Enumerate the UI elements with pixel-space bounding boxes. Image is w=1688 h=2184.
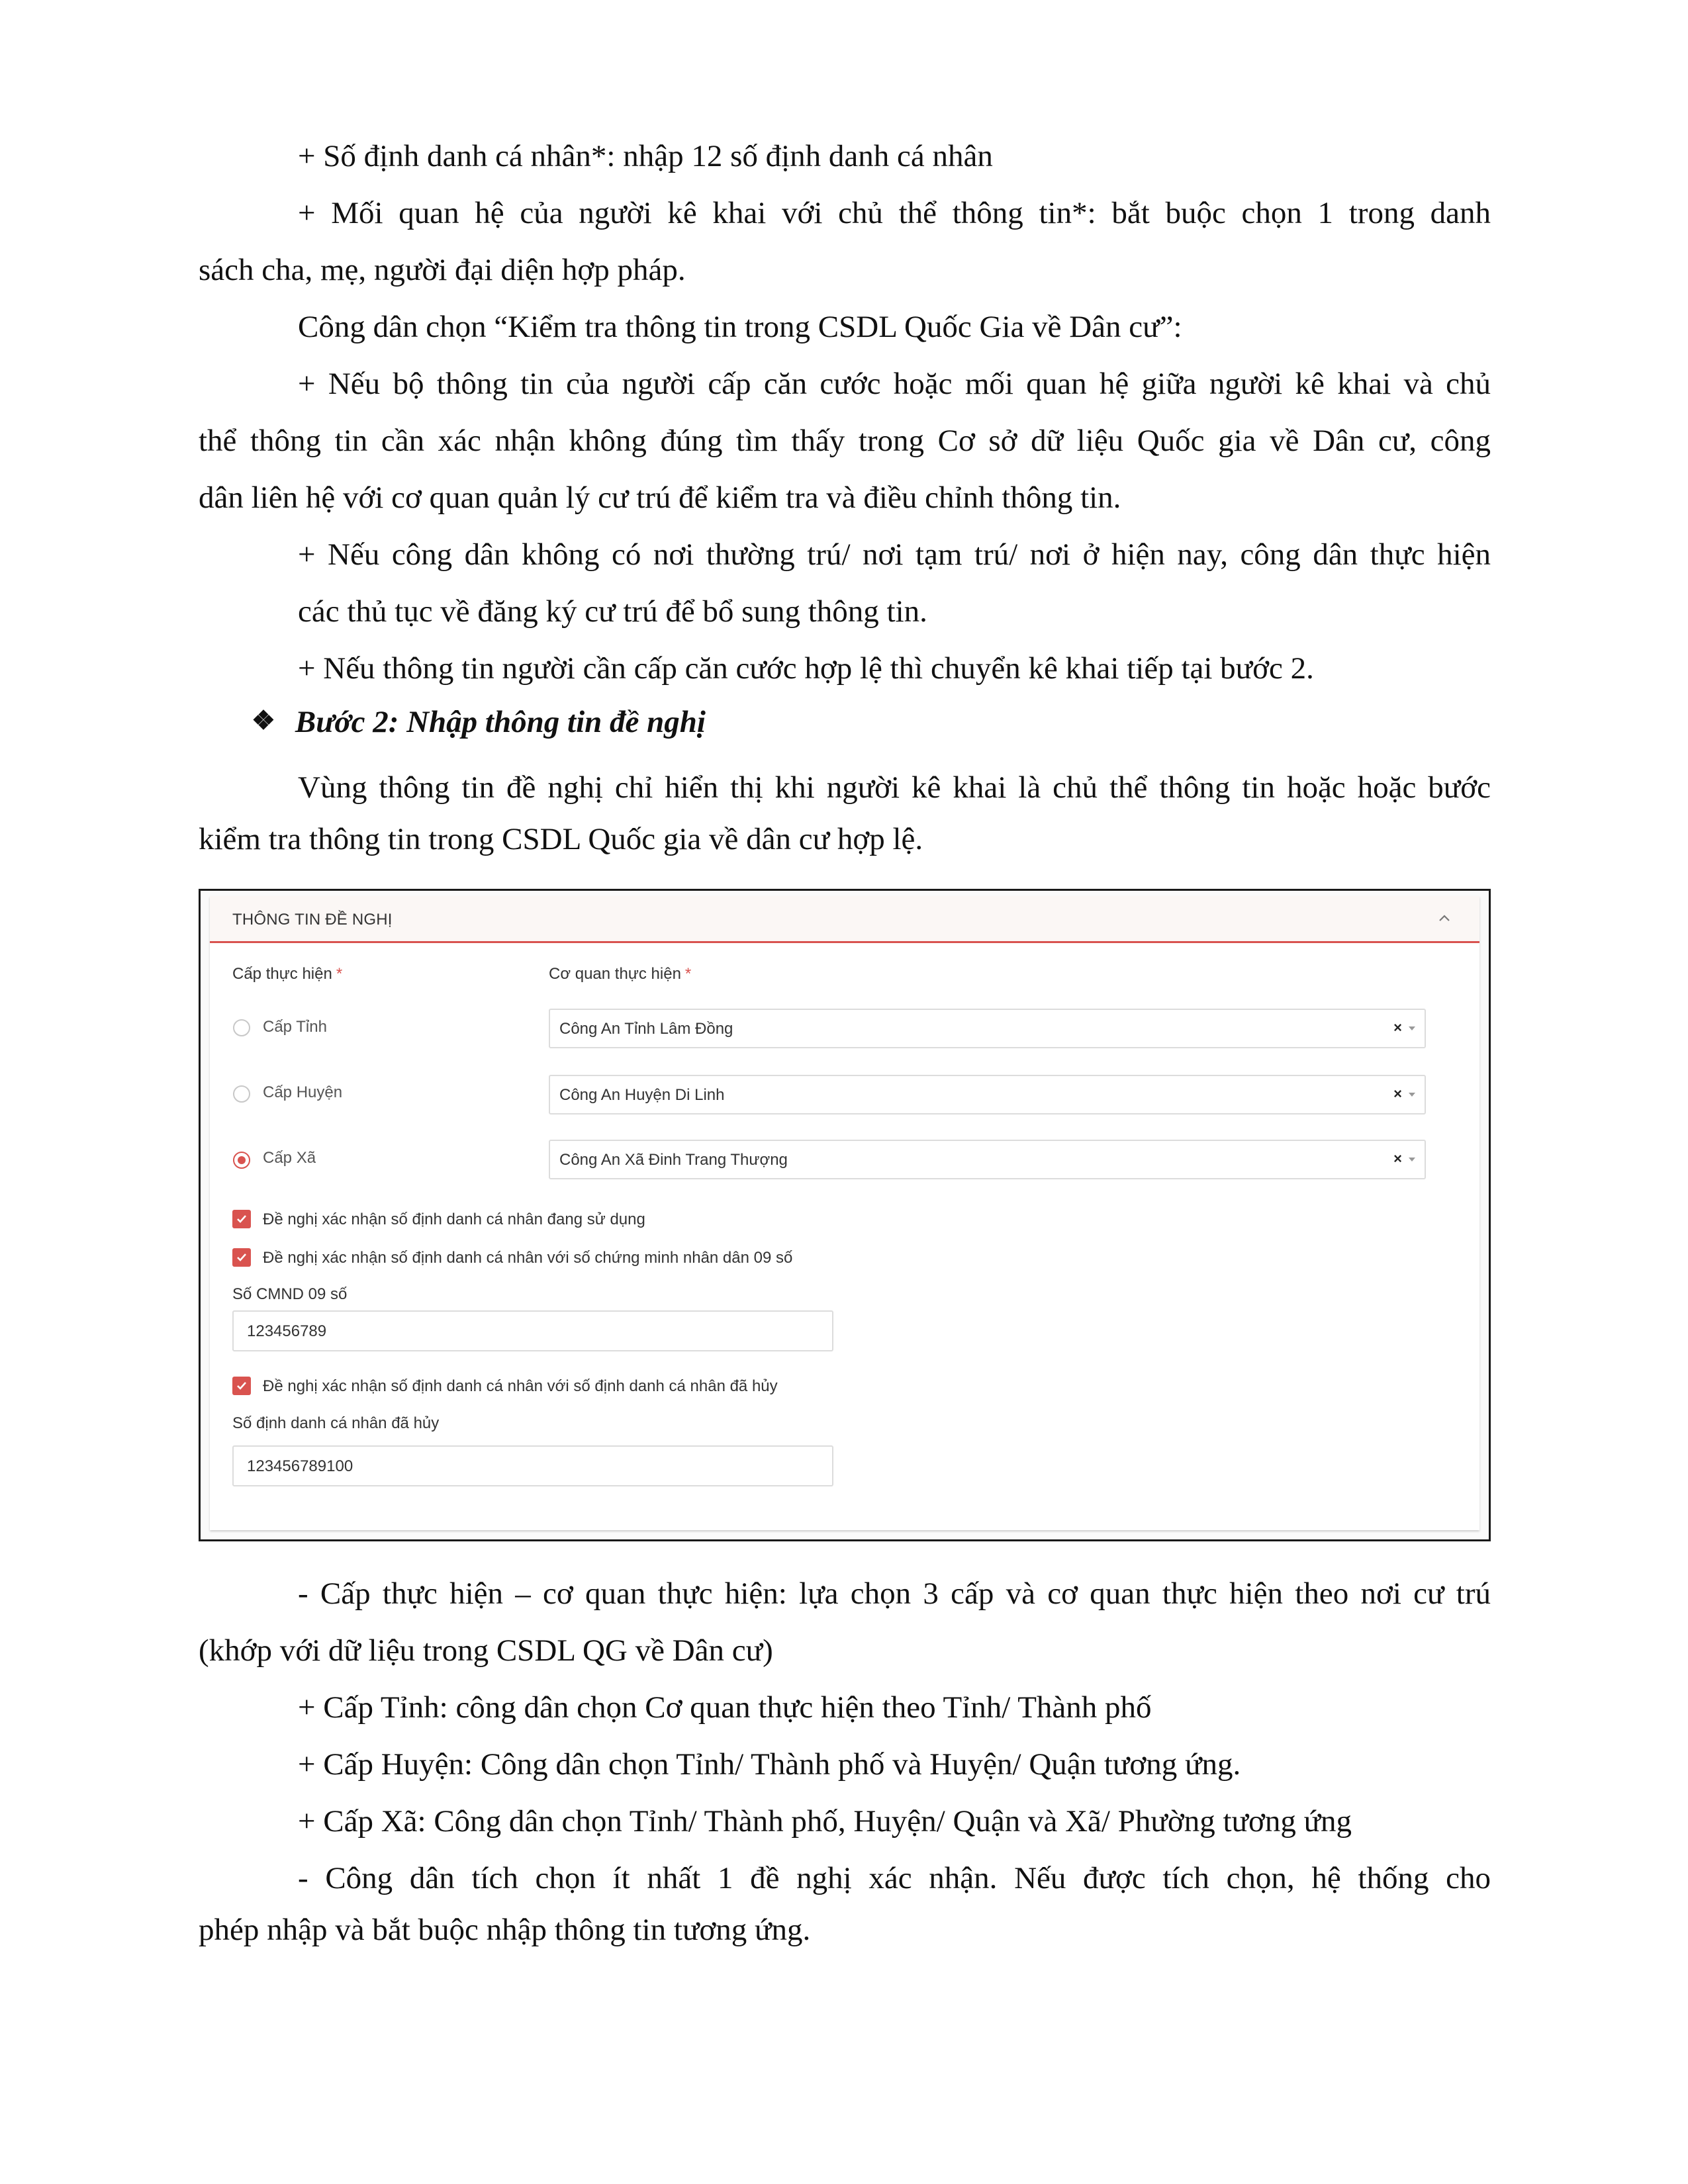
step-title: Bước 2: Nhập thông tin đề nghị bbox=[295, 705, 706, 739]
agency-select-xa[interactable] bbox=[549, 1140, 1426, 1179]
clear-icon[interactable]: × bbox=[1393, 1085, 1402, 1102]
radio-label-cap-xa: Cấp Xã bbox=[263, 1149, 316, 1167]
required-mark: * bbox=[336, 965, 343, 983]
doc-line: + Nếu bộ thông tin của người cấp căn cước hoặc mối quan hệ giữa người kê khai và chủ bbox=[298, 367, 1491, 401]
section-title: THÔNG TIN ĐỀ NGHỊ bbox=[232, 911, 393, 929]
input-value: 123456789100 bbox=[247, 1457, 353, 1475]
level-label bbox=[232, 965, 342, 983]
cancelled-id-input[interactable] bbox=[232, 1445, 833, 1486]
caret-down-icon[interactable] bbox=[1409, 1093, 1415, 1097]
radio-cap-huyen[interactable] bbox=[233, 1085, 250, 1103]
diamond-bullet-icon: ❖ bbox=[252, 705, 275, 735]
clear-icon[interactable]: × bbox=[1393, 1019, 1402, 1036]
agency-label-text: Cơ quan thực hiện bbox=[549, 965, 681, 983]
doc-line: + Số định danh cá nhân*: nhập 12 số định danh cá nhân bbox=[298, 139, 993, 173]
checkmark-icon bbox=[235, 1212, 248, 1226]
doc-line: Vùng thông tin đề nghị chỉ hiển thị khi người kê khai là chủ thể thông tin hoặc hoặc bước bbox=[298, 770, 1491, 805]
doc-line: + Mối quan hệ của người kê khai với chủ thể thông tin*: bắt buộc chọn 1 trong danh bbox=[298, 196, 1491, 230]
caret-down-icon[interactable] bbox=[1409, 1026, 1415, 1030]
checkbox-id-with-cmnd[interactable] bbox=[232, 1248, 251, 1267]
radio-cap-tinh[interactable] bbox=[233, 1019, 250, 1036]
doc-line: + Cấp Huyện: Công dân chọn Tỉnh/ Thành phố và Huyện/ Quận tương ứng. bbox=[298, 1747, 1241, 1782]
doc-line: (khớp với dữ liệu trong CSDL QG về Dân cư) bbox=[199, 1633, 773, 1668]
clear-icon[interactable]: × bbox=[1393, 1150, 1402, 1167]
select-value: Công An Xã Đinh Trang Thượng bbox=[559, 1151, 788, 1169]
panel-header[interactable] bbox=[210, 896, 1479, 943]
agency-label bbox=[549, 965, 691, 983]
level-label-text: Cấp thực hiện bbox=[232, 965, 332, 983]
doc-line: + Cấp Tỉnh: công dân chọn Cơ quan thực hiện theo Tỉnh/ Thành phố bbox=[298, 1690, 1152, 1725]
doc-line: dân liên hệ với cơ quan quản lý cư trú để kiểm tra và điều chỉnh thông tin. bbox=[199, 480, 1121, 515]
form-screenshot bbox=[199, 889, 1491, 1541]
radio-cap-xa[interactable] bbox=[233, 1152, 250, 1169]
checkbox-current-id[interactable] bbox=[232, 1210, 251, 1228]
step-heading bbox=[252, 704, 706, 740]
checkbox-cancelled-id[interactable] bbox=[232, 1377, 251, 1395]
doc-line: + Cấp Xã: Công dân chọn Tỉnh/ Thành phố, Huyện/ Quận và Xã/ Phường tương ứng bbox=[298, 1804, 1352, 1839]
doc-line: kiểm tra thông tin trong CSDL Quốc gia về dân cư hợp lệ. bbox=[199, 822, 923, 856]
agency-select-huyen[interactable] bbox=[549, 1075, 1426, 1115]
checkmark-icon bbox=[235, 1251, 248, 1264]
doc-line: - Cấp thực hiện – cơ quan thực hiện: lựa chọn 3 cấp và cơ quan thực hiện theo nơi cư trú bbox=[298, 1576, 1491, 1611]
chevron-up-icon[interactable] bbox=[1437, 911, 1452, 925]
doc-line: Công dân chọn “Kiểm tra thông tin trong CSDL Quốc Gia về Dân cư”: bbox=[298, 310, 1182, 344]
doc-line: + Nếu công dân không có nơi thường trú/ nơi tạm trú/ nơi ở hiện nay, công dân thực hiện bbox=[298, 537, 1491, 572]
checkbox-label: Đề nghị xác nhận số định danh cá nhân với số chứng minh nhân dân 09 số bbox=[263, 1249, 793, 1267]
cmnd-input[interactable] bbox=[232, 1310, 833, 1351]
cmnd-field-label: Số CMND 09 số bbox=[232, 1285, 348, 1303]
doc-line: sách cha, mẹ, người đại diện hợp pháp. bbox=[199, 253, 686, 287]
select-value: Công An Tỉnh Lâm Đồng bbox=[559, 1020, 733, 1038]
checkmark-icon bbox=[235, 1379, 248, 1392]
doc-line: + Nếu thông tin người cần cấp căn cước hợp lệ thì chuyển kê khai tiếp tại bước 2. bbox=[298, 651, 1314, 686]
doc-line: các thủ tục về đăng ký cư trú để bổ sung thông tin. bbox=[298, 594, 927, 629]
input-value: 123456789 bbox=[247, 1322, 327, 1340]
doc-line: phép nhập và bắt buộc nhập thông tin tương ứng. bbox=[199, 1913, 811, 1947]
radio-label-cap-tinh: Cấp Tỉnh bbox=[263, 1018, 327, 1036]
caret-down-icon[interactable] bbox=[1409, 1158, 1415, 1161]
doc-line: thể thông tin cần xác nhận không đúng tìm thấy trong Cơ sở dữ liệu Quốc gia về Dân cư, công bbox=[199, 424, 1491, 458]
doc-line: - Công dân tích chọn ít nhất 1 đề nghị xác nhận. Nếu được tích chọn, hệ thống cho bbox=[298, 1861, 1491, 1895]
checkbox-label: Đề nghị xác nhận số định danh cá nhân với số định danh cá nhân đã hủy bbox=[263, 1377, 778, 1395]
proposal-info-panel bbox=[210, 896, 1479, 1530]
select-value: Công An Huyện Di Linh bbox=[559, 1086, 725, 1104]
radio-label-cap-huyen: Cấp Huyện bbox=[263, 1083, 343, 1101]
agency-select-tinh[interactable] bbox=[549, 1009, 1426, 1048]
checkbox-label: Đề nghị xác nhận số định danh cá nhân đang sử dụng bbox=[263, 1210, 645, 1228]
required-mark: * bbox=[684, 965, 692, 983]
cancelled-id-field-label: Số định danh cá nhân đã hủy bbox=[232, 1414, 440, 1432]
